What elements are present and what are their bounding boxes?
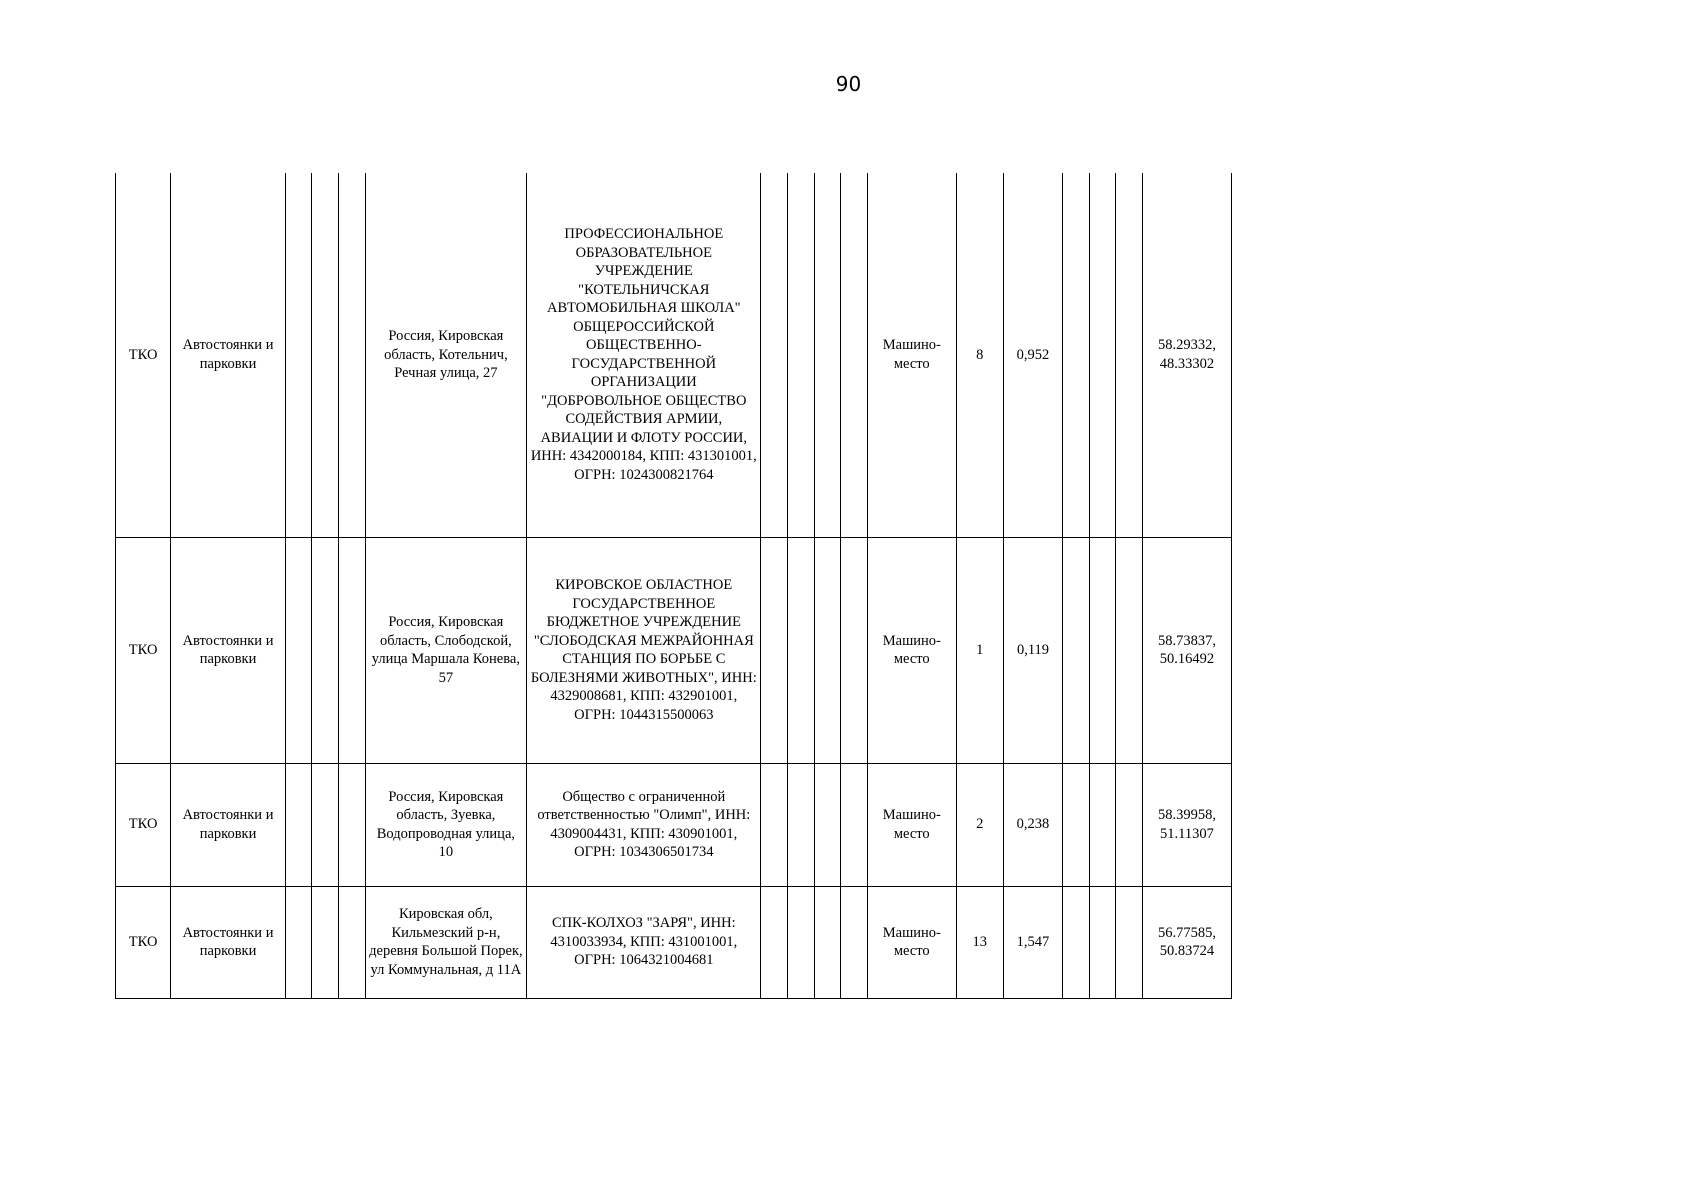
empty-cell <box>285 537 312 763</box>
empty-cell <box>285 763 312 886</box>
owner-cell: ПРОФЕССИОНАЛЬНОЕ ОБРАЗОВАТЕЛЬНОЕ УЧРЕЖДЕНИЕ "КОТЕЛЬНИЧСКАЯ АВТОМОБИЛЬНАЯ ШКОЛА" ОБЩЕРОССИЙСКОЙ ОБЩЕСТВЕННО-ГОСУДАРСТВЕННОЙ ОРГАНИЗАЦИИ "ДОБРОВОЛЬНОЕ ОБЩЕСТВО СОДЕЙСТВИЯ АРМИИ, АВИАЦИИ И ФЛОТУ РОССИИ, ИНН: 4342000184, КПП: 431301001, ОГРН: 1024300821764 <box>527 173 761 537</box>
empty-cell <box>841 173 868 537</box>
coordinates-cell: 58.39958, 51.11307 <box>1142 763 1231 886</box>
unit-cell: Машино-место <box>867 173 956 537</box>
coordinates-cell: 58.73837, 50.16492 <box>1142 537 1231 763</box>
table-row <box>116 537 1232 763</box>
empty-cell <box>761 886 788 998</box>
volume-cell: 0,119 <box>1003 537 1062 763</box>
quantity-cell: 2 <box>956 763 1003 886</box>
empty-cell <box>1116 763 1143 886</box>
coordinates-cell: 58.29332, 48.33302 <box>1142 173 1231 537</box>
empty-cell <box>285 886 312 998</box>
empty-cell <box>312 173 339 537</box>
object-type-cell: Автостоянки и парковки <box>171 537 286 763</box>
empty-cell <box>285 173 312 537</box>
empty-cell <box>1089 886 1116 998</box>
volume-cell: 1,547 <box>1003 886 1062 998</box>
empty-cell <box>1116 886 1143 998</box>
empty-cell <box>1089 173 1116 537</box>
object-type-cell: Автостоянки и парковки <box>171 173 286 537</box>
empty-cell <box>841 537 868 763</box>
empty-cell <box>761 537 788 763</box>
empty-cell <box>338 763 365 886</box>
volume-cell: 0,238 <box>1003 763 1062 886</box>
empty-cell <box>1063 173 1090 537</box>
empty-cell <box>312 763 339 886</box>
address-cell: Россия, Кировская область, Зуевка, Водопроводная улица, 10 <box>365 763 527 886</box>
page-number: 90 <box>835 72 862 96</box>
empty-cell <box>788 537 815 763</box>
empty-cell <box>814 763 841 886</box>
empty-cell <box>788 173 815 537</box>
table-row <box>116 886 1232 998</box>
quantity-cell: 13 <box>956 886 1003 998</box>
table-row <box>116 173 1232 537</box>
volume-cell: 0,952 <box>1003 173 1062 537</box>
unit-cell: Машино-место <box>867 537 956 763</box>
empty-cell <box>338 173 365 537</box>
coordinates-cell: 56.77585, 50.83724 <box>1142 886 1231 998</box>
waste-type-cell: ТКО <box>116 537 171 763</box>
unit-cell: Машино-место <box>867 763 956 886</box>
empty-cell <box>761 173 788 537</box>
empty-cell <box>1063 886 1090 998</box>
empty-cell <box>788 886 815 998</box>
owner-cell: Общество с ограниченной ответственностью "Олимп", ИНН: 4309004431, КПП: 430901001, ОГРН: 1034306501734 <box>527 763 761 886</box>
empty-cell <box>814 886 841 998</box>
address-cell: Россия, Кировская область, Котельнич, Речная улица, 27 <box>365 173 527 537</box>
empty-cell <box>312 537 339 763</box>
waste-type-cell: ТКО <box>116 763 171 886</box>
empty-cell <box>338 886 365 998</box>
empty-cell <box>788 763 815 886</box>
owner-cell: СПК-КОЛХОЗ "ЗАРЯ", ИНН: 4310033934, КПП: 431001001, ОГРН: 1064321004681 <box>527 886 761 998</box>
empty-cell <box>841 763 868 886</box>
empty-cell <box>761 763 788 886</box>
empty-cell <box>814 173 841 537</box>
empty-cell <box>312 886 339 998</box>
quantity-cell: 1 <box>956 537 1003 763</box>
empty-cell <box>1063 763 1090 886</box>
empty-cell <box>1089 763 1116 886</box>
empty-cell <box>1116 173 1143 537</box>
address-cell: Россия, Кировская область, Слободской, улица Маршала Конева, 57 <box>365 537 527 763</box>
empty-cell <box>814 537 841 763</box>
waste-type-cell: ТКО <box>116 173 171 537</box>
unit-cell: Машино-место <box>867 886 956 998</box>
empty-cell <box>338 537 365 763</box>
object-type-cell: Автостоянки и парковки <box>171 763 286 886</box>
empty-cell <box>841 886 868 998</box>
empty-cell <box>1063 537 1090 763</box>
owner-cell: КИРОВСКОЕ ОБЛАСТНОЕ ГОСУДАРСТВЕННОЕ БЮДЖЕТНОЕ УЧРЕЖДЕНИЕ "СЛОБОДСКАЯ МЕЖРАЙОННАЯ СТАНЦИЯ ПО БОРЬБЕ С БОЛЕЗНЯМИ ЖИВОТНЫХ", ИНН: 4329008681, КПП: 432901001, ОГРН: 1044315500063 <box>527 537 761 763</box>
empty-cell <box>1116 537 1143 763</box>
waste-type-cell: ТКО <box>116 886 171 998</box>
address-cell: Кировская обл, Кильмезский р-н, деревня Большой Порек, ул Коммунальная, д 11А <box>365 886 527 998</box>
table-row <box>116 763 1232 886</box>
empty-cell <box>1089 537 1116 763</box>
registry-table <box>115 173 1232 999</box>
object-type-cell: Автостоянки и парковки <box>171 886 286 998</box>
quantity-cell: 8 <box>956 173 1003 537</box>
